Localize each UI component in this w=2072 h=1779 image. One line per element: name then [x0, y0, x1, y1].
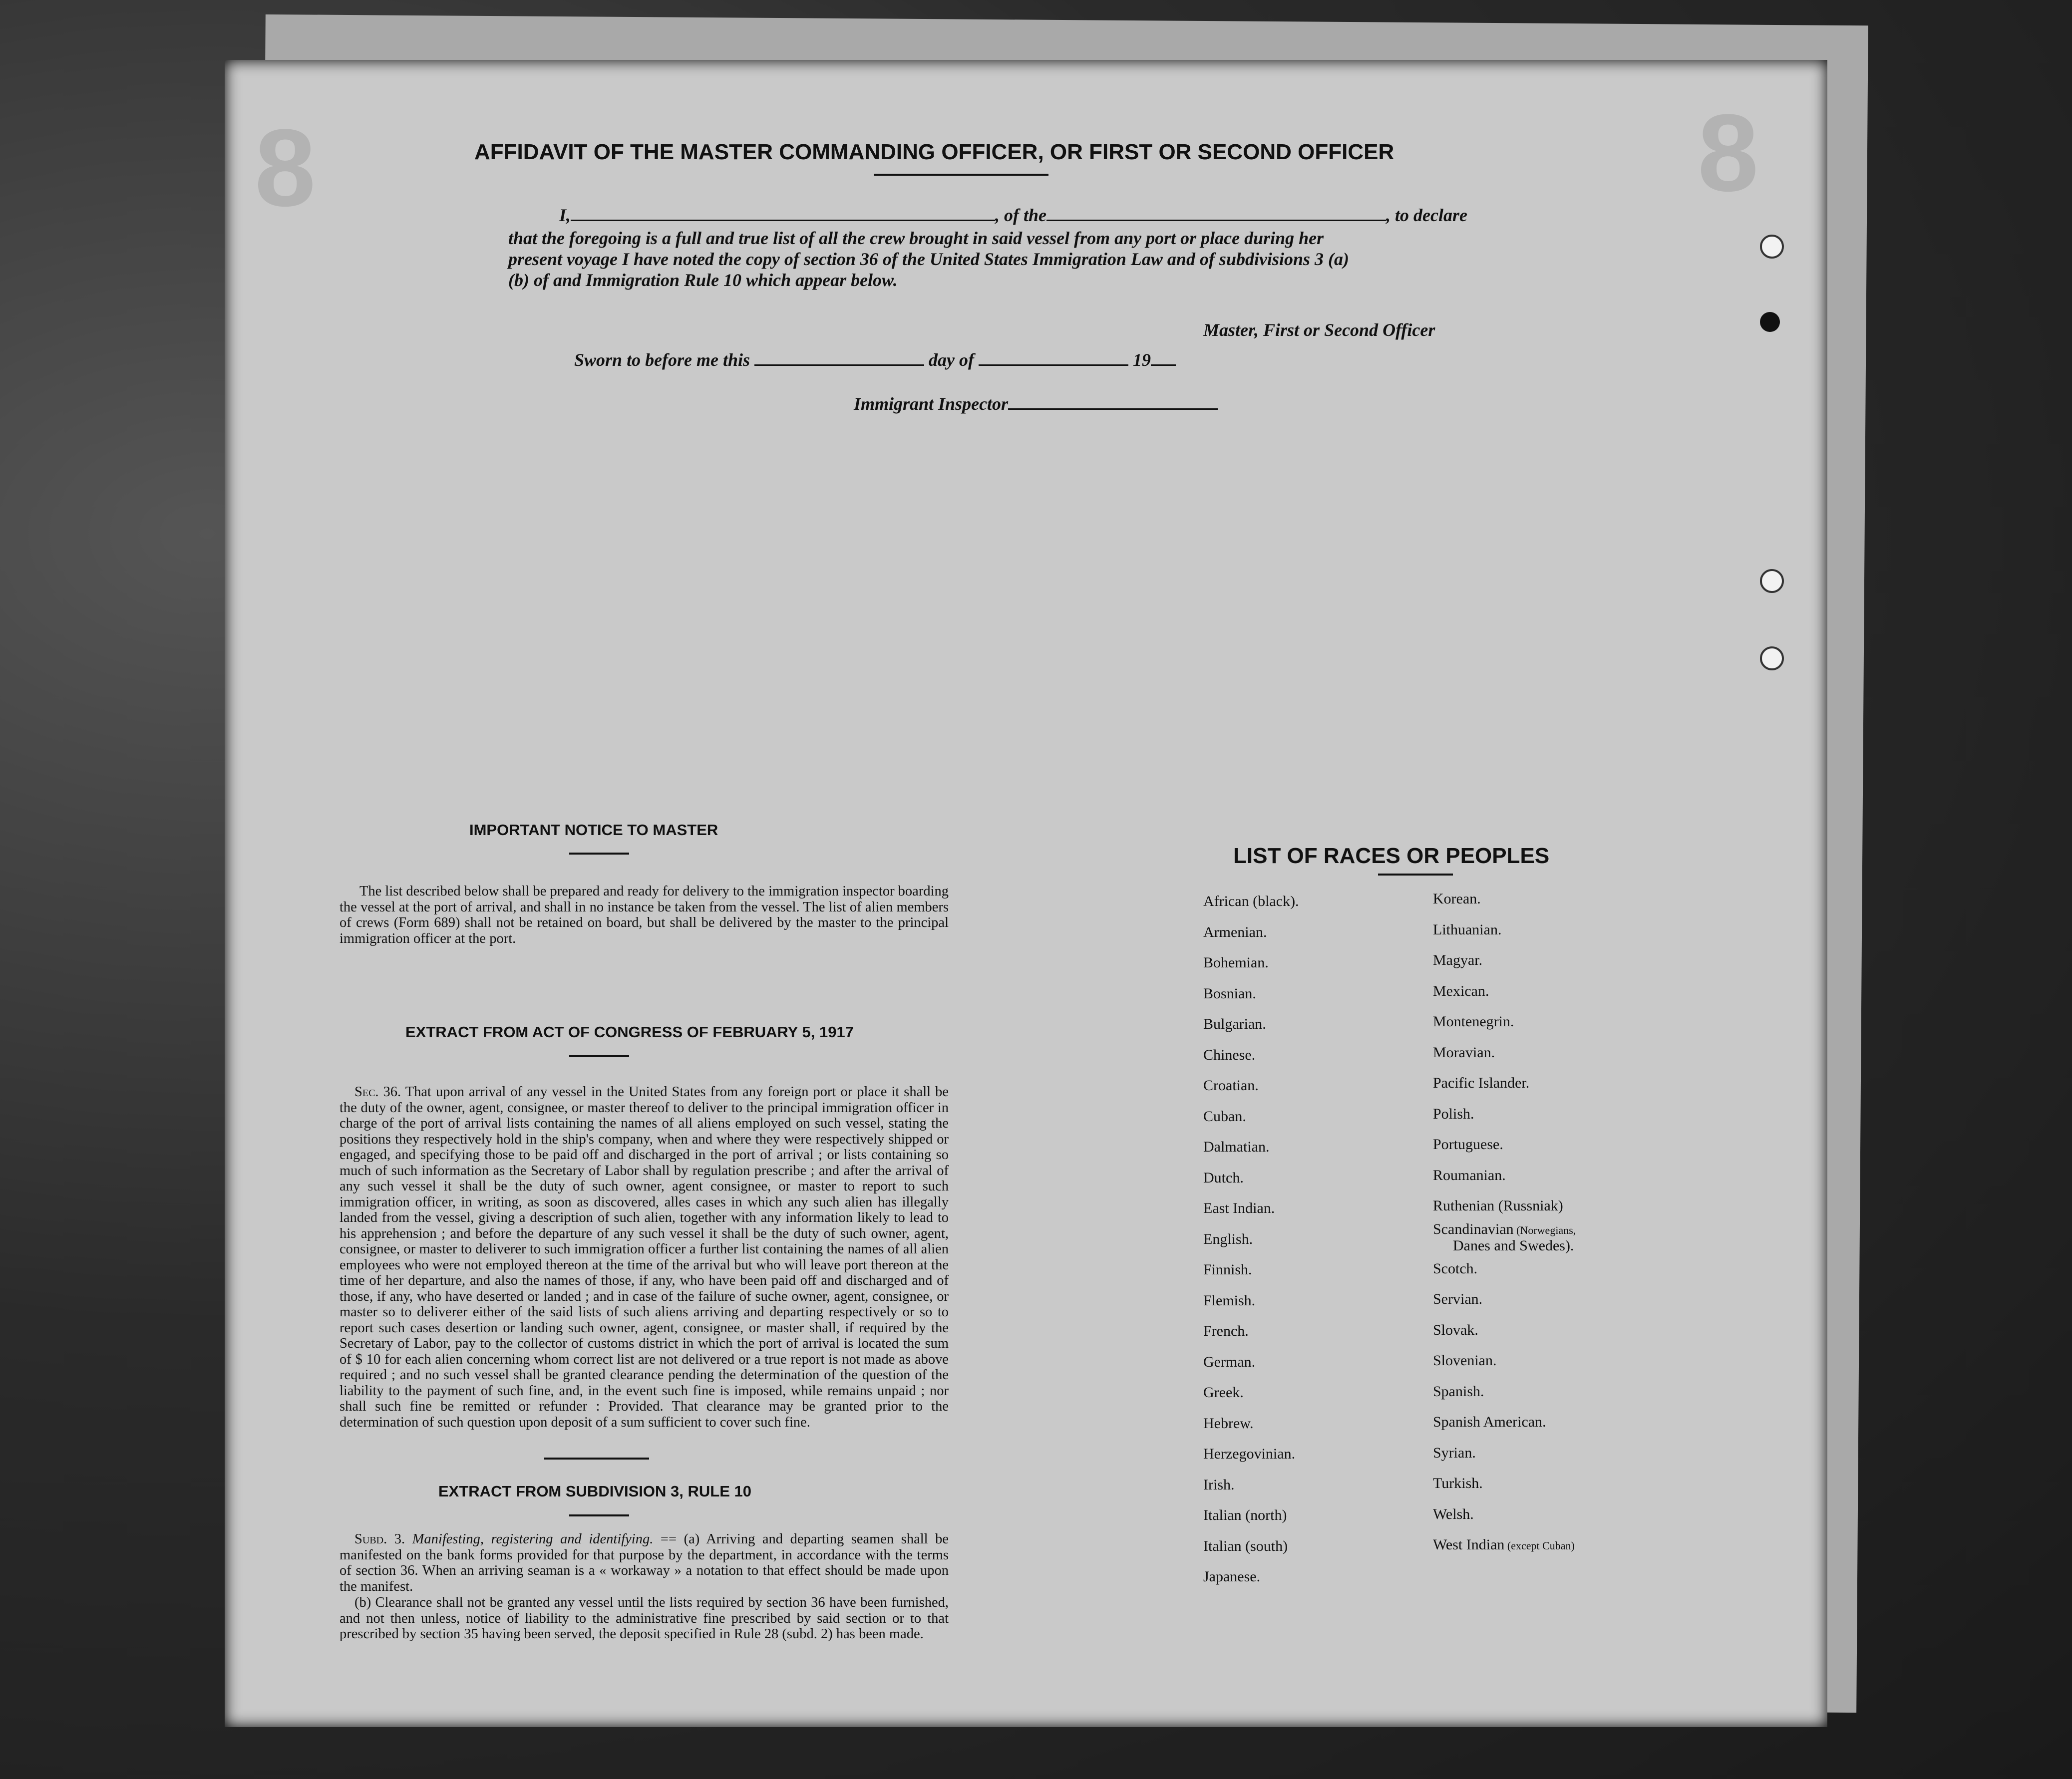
affidavit-line-2: that the foregoing is a full and true list of all the crew brought in said vessel from any port or place during her	[508, 228, 1324, 248]
race-item: Italian (north)	[1203, 1507, 1287, 1523]
race-item: Syrian.	[1433, 1444, 1476, 1461]
race-item: Dutch.	[1203, 1169, 1244, 1186]
binder-hole-icon	[1760, 646, 1784, 670]
race-item: Welsh.	[1433, 1505, 1474, 1522]
inspector-line	[854, 393, 1218, 414]
extract-act-underline	[569, 1055, 629, 1057]
race-item: Irish.	[1203, 1476, 1235, 1493]
race-item: Bosnian.	[1203, 985, 1256, 1002]
race-item: Finnish.	[1203, 1261, 1252, 1278]
race-item: Korean.	[1433, 890, 1481, 907]
extract-rule-top-rule	[544, 1458, 649, 1460]
section-label: Sec. 36.	[354, 1084, 401, 1100]
race-item: Slovak.	[1433, 1321, 1478, 1338]
subdivision-body-a: == (a) Arriving and departing seamen shall be manifested on the bank forms provided for that purpose by the department, in accordance with the terms of section 36. When an arriving seaman is a « workaway » a notation to that effect should be made upon the manifest.	[340, 1531, 949, 1594]
race-item: Spanish American.	[1433, 1414, 1546, 1430]
page-number-watermark-right: 8	[1698, 91, 1759, 214]
race-item: Slovenian.	[1433, 1352, 1497, 1369]
extract-act-title: EXTRACT FROM ACT OF CONGRESS OF FEBRUARY 5, 1917	[405, 1023, 854, 1041]
subdivision-label: Subd. 3.	[354, 1531, 405, 1547]
title-underline	[874, 174, 1048, 176]
sworn-line	[574, 349, 1176, 370]
race-item: West Indian (except Cuban)	[1433, 1536, 1575, 1553]
race-item: Moravian.	[1433, 1044, 1495, 1061]
day-of-label: day of	[929, 350, 975, 370]
race-item: Greek.	[1203, 1384, 1244, 1401]
race-item: Japanese.	[1203, 1568, 1261, 1585]
race-item: Turkish.	[1433, 1475, 1483, 1491]
extract-act-text	[340, 1084, 949, 1430]
race-item: Magyar.	[1433, 952, 1483, 968]
races-right-column	[1433, 884, 1576, 1561]
race-item: Cuban.	[1203, 1108, 1246, 1125]
subdivision-heading: Manifesting, registering and identifying.	[412, 1531, 654, 1547]
race-item: Montenegrin.	[1433, 1013, 1514, 1030]
affidavit-line-1-mid: , of the	[995, 205, 1047, 225]
binder-hole-icon	[1760, 569, 1784, 593]
race-item: Polish.	[1433, 1105, 1474, 1122]
race-item: Herzegovinian.	[1203, 1446, 1296, 1462]
race-item: Bulgarian.	[1203, 1016, 1266, 1032]
race-item: East Indian.	[1203, 1200, 1275, 1216]
race-item: Armenian.	[1203, 923, 1267, 940]
affidavit-title: AFFIDAVIT OF THE MASTER COMMANDING OFFICER, OR FIRST OR SECOND OFFICER	[474, 140, 1394, 164]
race-item: Roumanian.	[1433, 1167, 1506, 1184]
page-number-watermark: 8	[255, 106, 316, 229]
affidavit-line-3: present voyage I have noted the copy of section 36 of the United States Immigration Law and of subdivisions 3 (a)	[508, 249, 1349, 269]
affidavit-page	[225, 60, 1827, 1727]
affidavit-line-1-start: I,	[559, 205, 571, 225]
race-item: Dalmatian.	[1203, 1139, 1270, 1155]
race-item: English.	[1203, 1230, 1253, 1247]
races-title: LIST OF RACES OR PEOPLES	[1233, 844, 1550, 868]
race-item: Pacific Islander.	[1433, 1075, 1530, 1091]
race-item: Ruthenian (Russniak)	[1433, 1197, 1563, 1214]
extract-rule-text-b: (b) Clearance shall not be granted any vessel until the lists required by section 36 have been furnished, and not then unless, notice of liability to the administrative fine prescribed by said section or to that prescribed by section 35 having been served, the deposit specified in Rule 28 (subd. 2) has been made.	[340, 1595, 949, 1642]
race-item: Lithuanian.	[1433, 921, 1502, 938]
inspector-label: Immigrant Inspector	[854, 394, 1009, 414]
extract-rule-text-a	[340, 1531, 949, 1594]
race-item: Chinese.	[1203, 1046, 1256, 1063]
race-item: Scotch.	[1433, 1260, 1478, 1277]
notice-text: The list described below shall be prepared and ready for delivery to the immigration inspector boarding the vessel at the port of arrival, and shall in no instance be taken from the vessel. The list of alien members of crews (Form 689) shall not be retained on board, but shall be delivered by the master to the principal immigration officer at the port.	[340, 884, 949, 946]
race-item: Spanish.	[1433, 1383, 1484, 1400]
race-item: German.	[1203, 1353, 1256, 1370]
race-note: (Norwegians,	[1513, 1223, 1576, 1236]
race-item: Hebrew.	[1203, 1415, 1254, 1432]
extract-rule-underline	[569, 1514, 629, 1516]
race-item: French.	[1203, 1323, 1249, 1339]
notice-underline	[569, 853, 629, 855]
affidavit-line-4: (b) of and Immigration Rule 10 which appear below.	[508, 270, 898, 290]
binder-hole-icon	[1760, 312, 1780, 332]
race-item: Mexican.	[1433, 982, 1489, 999]
race-item: Flemish.	[1203, 1292, 1256, 1309]
race-item: Bohemian.	[1203, 954, 1269, 971]
race-item: Italian (south)	[1203, 1537, 1288, 1554]
master-signature-caption: Master, First or Second Officer	[1203, 320, 1435, 340]
affidavit-line-1	[559, 205, 1467, 226]
races-underline	[1378, 874, 1453, 876]
sworn-label: Sworn to before me this	[574, 350, 750, 370]
races-left-column	[1203, 886, 1299, 1592]
binder-hole-icon	[1760, 235, 1784, 259]
race-note: Danes and Swedes).	[1453, 1237, 1574, 1254]
extract-rule-title: EXTRACT FROM SUBDIVISION 3, RULE 10	[438, 1482, 751, 1500]
year-prefix: 19	[1133, 350, 1151, 370]
race-item: African (black).	[1203, 893, 1299, 909]
race-item: Portuguese.	[1433, 1136, 1503, 1153]
race-item: Scandinavian (Norwegians, Danes and Swedes).	[1433, 1220, 1576, 1254]
extract-act-body: That upon arrival of any vessel in the United States from any foreign port or place it shall be the duty of the owner, agent, consignee, or master thereof to deliver to the principal immigration officer in charge of the port of arrival lists containing the names of all aliens employed on such vessel, stating the positions they respectively hold in the ship's company, when and where they were respectively shipped or engaged, and specifying those to be paid off and discharged in the port of arrival ; or lists containing so much of such information as the Secretary of Labor shall by regulation prescribe ; and after the arrival of any such vessel it shall be the duty of such owner, agent consignee, or master to report to such immigration officer, in writing, as soon as discovered, alles cases in which any such alien has illegally landed from the vessel, giving a description of such alien, together with any information likely to lead to his apprehension ; and before the departure of any such vessel it shall be the duty of such owner, agent, consignee, or master to deliverer to such immigration officer a further list containing the names of all alien employees who were not employed thereon at the time of the arrival but who will leave port thereon at the time of her departure, and also the names of those, if any, who have been paid off and discharged and of those, if any, who have deserted or landed ; and in case of the failure of suche owner, agent, consignee, or master so to deliverer either of the said lists of such aliens arriving and departing respectively or so to report such cases desertion or landing such owner, agent, consignee, or master shall, if required by the Secretary of Labor, pay to the collector of customs district in which the port of arrival is located the sum of $ 10 for each alien concerning whom correct list are not delivered or a true report is not made as above required ; and no such vessel shall be granted clearance pending the determination of the question of the liability to the payment of such fine, and, in the event such fine is imposed, while remains unpaid ; nor shall such fine be remitted or refunder : Provided. That clearance may be granted prior to the determination of such question upon deposit of a sum sufficient to cover such fine.	[340, 1084, 949, 1430]
race-item: Croatian.	[1203, 1077, 1259, 1094]
race-note: (except Cuban)	[1504, 1539, 1575, 1552]
notice-title: IMPORTANT NOTICE TO MASTER	[469, 821, 718, 839]
race-item: Servian.	[1433, 1291, 1483, 1307]
affidavit-line-1-end: , to declare	[1386, 205, 1467, 225]
